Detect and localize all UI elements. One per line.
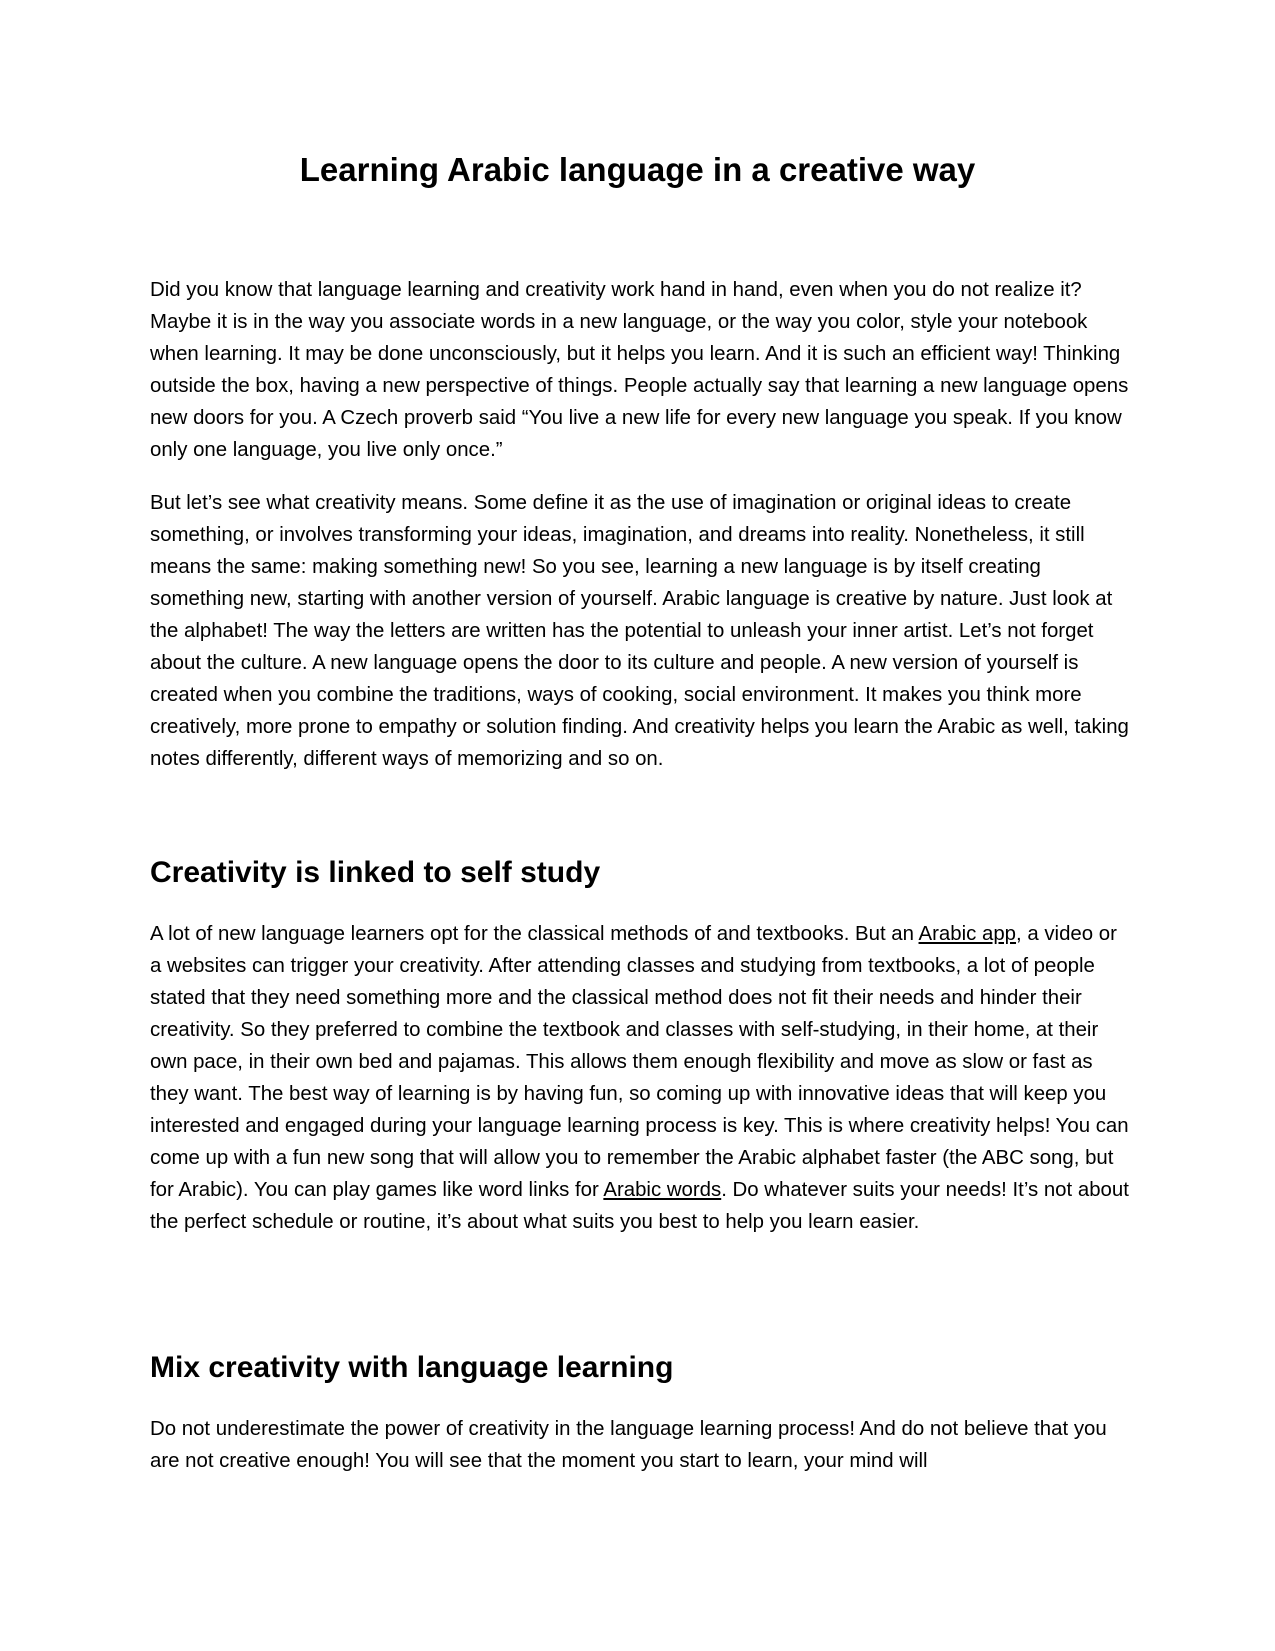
self-study-text-part-1: A lot of new language learners opt for the classical methods of and textbooks. But an: [150, 923, 919, 945]
intro-paragraph-2: But let’s see what creativity means. Some define it as the use of imagination or original ideas to create something, or involves transforming your ideas, imagination, and dreams into reality. Nonetheless, it still means the same: making something new! So you see, learning a new language is by itself creating something new, starting with another version of yourself. Arabic language is creative by nature. Just look at the alphabet! The way the letters are written has the potential to unleash your inner artist. Let’s not forget about the culture. A new language opens the door to its culture and people. A new version of yourself is created when you combine the traditions, ways of cooking, social environment. It makes you think more creatively, more prone to empathy or solution finding. And creativity helps you learn the Arabic as well, taking notes differently, different ways of memorizing and so on.: [150, 492, 1129, 770]
self-study-paragraph: [150, 918, 1130, 1238]
section-heading-self-study: Creativity is linked to self study: [150, 856, 601, 889]
self-study-text-part-2: , a video or a websites can trigger your creativity. After attending classes and studying from textbooks, a lot of people stated that they need something more and the classical method does not fit their needs and hinder their creativity. So they preferred to combine the textbook and classes with self-studying, in their home, at their own pace, in their own bed and pajamas. This allows them enough flexibility and move as slow or fast as they want. The best way of learning is by having fun, so coming up with innovative ideas that will keep you interested and engaged during your language learning process is key. This is where creativity helps! You can come up with a fun new song that will allow you to remember the Arabic alphabet faster (the ABC song, but for Arabic). You can play games like word links for: [150, 923, 1129, 1201]
arabic-app-link[interactable]: Arabic app: [918, 923, 1017, 945]
page-title: Learning Arabic language in a creative way: [299, 151, 976, 188]
arabic-words-link[interactable]: Arabic words: [603, 1179, 722, 1201]
intro-paragraph-1: Did you know that language learning and creativity work hand in hand, even when you do not realize it? Maybe it is in the way you associate words in a new language, or the way you color, style your notebook when learning. It may be done unconsciously, but it helps you learn. And it is such an efficient way! Thinking outside the box, having a new perspective of things. People actually say that learning a new language opens new doors for you. A Czech proverb said “You live a new life for every new language you speak. If you know only one language, you live only once.”: [150, 279, 1129, 461]
mix-creativity-paragraph: Do not underestimate the power of creativity in the language learning process! And do not believe that you are not creative enough! You will see that the moment you start to learn, your mind will: [150, 1418, 1107, 1472]
self-study-text-part-3: . Do whatever suits your needs! It’s not about the perfect schedule or routine, it’s about what suits you best to help you learn easier.: [150, 1179, 1129, 1233]
section-heading-mix-creativity: Mix creativity with language learning: [150, 1351, 674, 1384]
